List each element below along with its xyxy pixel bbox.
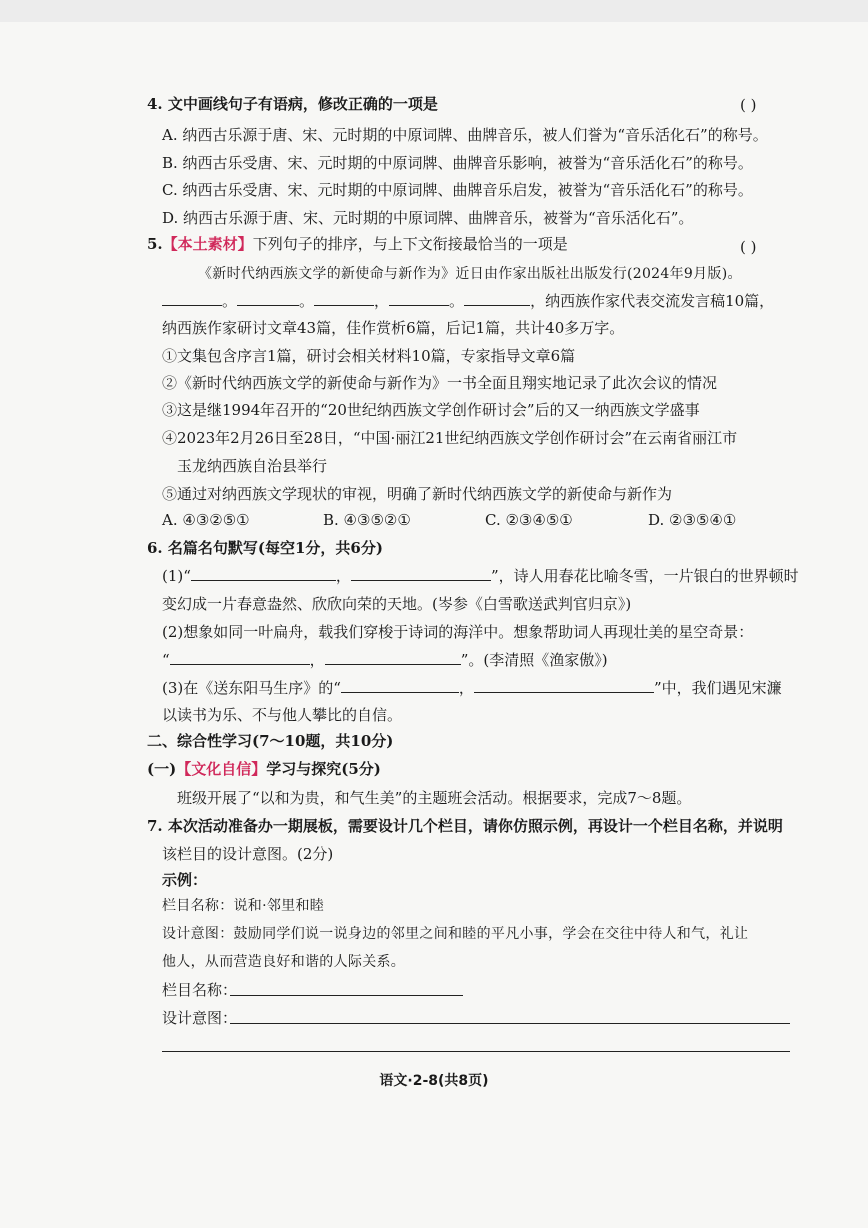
- q5-stem: 下列句子的排序，与上下文衔接最恰当的一项是: [252, 235, 568, 253]
- q6-p1-rest: ”，诗人用春花比喻冬雪，一片银白的世界顿时: [490, 567, 799, 585]
- q4-option-a: A. 纳西古乐源于唐、宋、元时期的中原词牌、曲牌音乐，被人们誉为“音乐活化石”的称号。: [162, 126, 768, 144]
- q7-stem-line1: 7. 本次活动准备办一期展板，需要设计几个栏目，请你仿照示例，再设计一个栏目名称，并说明: [147, 817, 783, 835]
- section2-intro: 班级开展了“以和为贵，和气生美”的主题班会活动。根据要求，完成7～8题。: [177, 789, 692, 807]
- q6-p2-rest: ”。(李清照《渔家傲》): [460, 651, 608, 669]
- q5-blank-4[interactable]: [389, 291, 449, 306]
- q6-p1-comma: ，: [335, 567, 351, 585]
- q5-source-tag: 【本土素材】: [162, 235, 253, 253]
- culture-tag: 【文化自信】: [176, 760, 267, 778]
- q6-stem: 6. 名篇名句默写(每空1分，共6分): [147, 539, 383, 557]
- q5-choice-b: B. ④③⑤②①: [323, 511, 411, 529]
- q4-option-b: B. 纳西古乐受唐、宋、元时期的中原词牌、曲牌音乐影响，被誉为“音乐活化石”的称号。: [162, 154, 753, 172]
- q5-stem-line: [147, 234, 568, 254]
- q5-item-4-cont: 玉龙纳西族自治县举行: [177, 457, 328, 475]
- q5-passage-2: 。 。 ， 。 ，纳西族作家代表交流发言稿10篇，: [162, 291, 774, 311]
- q4-stem: 4. 文中画线句子有语病，修改正确的一项是: [147, 95, 438, 113]
- q5-blank-2[interactable]: [237, 291, 299, 306]
- q7-name-answer-line[interactable]: [230, 995, 463, 996]
- q5-item-5: ⑤通过对纳西族文学现状的审视，明确了新时代纳西族文学的新使命与新作为: [162, 485, 673, 503]
- q5-choice-a: A. ④③②⑤①: [162, 511, 250, 529]
- q6-blank-6[interactable]: [474, 678, 654, 693]
- q5-item-1: ①文集包含序言1篇，研讨会相关材料10篇，专家指导文章6篇: [162, 347, 576, 365]
- section2-sub-prefix: (一): [147, 760, 177, 778]
- q7-intent-answer-line-1[interactable]: [230, 1023, 790, 1024]
- q4-answer-paren: ( ): [740, 96, 757, 114]
- q7-stem-line2: 该栏目的设计意图。(2分): [162, 845, 334, 863]
- q5-passage-3: 纳西族作家研讨文章43篇，佳作赏析6篇，后记1篇，共计40多万字。: [162, 319, 625, 337]
- q7-intent-label: 设计意图：: [162, 1009, 238, 1027]
- section2-heading: 二、综合性学习(7～10题，共10分): [147, 732, 394, 750]
- q5-choice-d: D. ②③⑤④①: [648, 511, 737, 529]
- q6-p2-comma: ，: [309, 651, 325, 669]
- q7-example-intent-1: 设计意图：鼓励同学们说一说身边的邻里之间和睦的平凡小事，学会在交往中待人和气，礼让: [162, 926, 749, 942]
- q5-item-4: ④2023年2月26日至28日，“中国·丽江21世纪纳西族文学创作研讨会”在云南省丽江市: [162, 429, 738, 447]
- q6-part2-line1: (2)想象如同一叶扁舟，载我们穿梭于诗词的海洋中。想象帮助词人再现壮美的星空奇景：: [162, 623, 754, 641]
- q6-p3-comma: ，: [458, 679, 474, 697]
- q4-option-c: C. 纳西古乐受唐、宋、元时期的中原词牌、曲牌音乐启发，被誉为“音乐活化石”的称号。: [162, 181, 753, 199]
- q6-blank-4[interactable]: [325, 650, 461, 665]
- q4-option-d: D. 纳西古乐源于唐、宋、元时期的中原词牌、曲牌音乐，被誉为“音乐活化石”。: [162, 209, 694, 227]
- q6-part2-line2: [162, 650, 608, 670]
- q6-p3-open: (3)在《送东阳马生序》的“: [162, 679, 341, 697]
- q6-part3-line1: [162, 678, 782, 698]
- q5-item-2: ②《新时代纳西族文学的新使命与新作为》一书全面且翔实地记录了此次会议的情况: [162, 374, 718, 392]
- q7-example-intent-2: 他人，从而营造良好和谐的人际关系。: [162, 954, 406, 970]
- q6-p2-open: “: [162, 651, 170, 669]
- q7-example-label: 示例：: [162, 871, 208, 889]
- section2-subheading: [147, 759, 381, 779]
- q7-intent-answer-line-2[interactable]: [162, 1051, 790, 1052]
- q5-blank-5[interactable]: [464, 291, 530, 306]
- q6-part1-line2: 变幻成一片春意盎然、欣欣向荣的天地。(岑参《白雪歌送武判官归京》): [162, 595, 632, 613]
- q5-item-3: ③这是继1994年召开的“20世纪纳西族文学创作研讨会”后的又一纳西族文学盛事: [162, 401, 700, 419]
- q6-blank-2[interactable]: [351, 566, 491, 581]
- q6-p3-rest: ”中，我们遇见宋濂: [653, 679, 782, 697]
- q5-blank-1[interactable]: [162, 291, 222, 306]
- q6-blank-1[interactable]: [191, 566, 336, 581]
- q6-part1-line1: [162, 566, 799, 586]
- q5-answer-paren: ( ): [740, 238, 757, 256]
- q6-blank-3[interactable]: [170, 650, 310, 665]
- q5-blank-3[interactable]: [314, 291, 374, 306]
- page-footer: 语文·2-8(共8页): [379, 1073, 489, 1089]
- q6-blank-5[interactable]: [341, 678, 459, 693]
- section2-sub-suffix: 学习与探究(5分): [266, 760, 381, 778]
- q5-number: 5.: [147, 235, 163, 253]
- q7-example-name: 栏目名称：说和·邻里和睦: [162, 898, 325, 914]
- q6-part3-line2: 以读书为乐、不与他人攀比的自信。: [162, 706, 403, 724]
- q5-passage-1: 《新时代纳西族文学的新使命与新作为》近日由作家出版社出版发行(2024年9月版)。: [198, 266, 742, 282]
- q6-p1-open: (1)“: [162, 567, 191, 585]
- q5-choice-c: C. ②③④⑤①: [485, 511, 573, 529]
- q5-passage-2-tail: ，纳西族作家代表交流发言稿10篇，: [530, 292, 775, 310]
- q7-name-label: 栏目名称：: [162, 981, 238, 999]
